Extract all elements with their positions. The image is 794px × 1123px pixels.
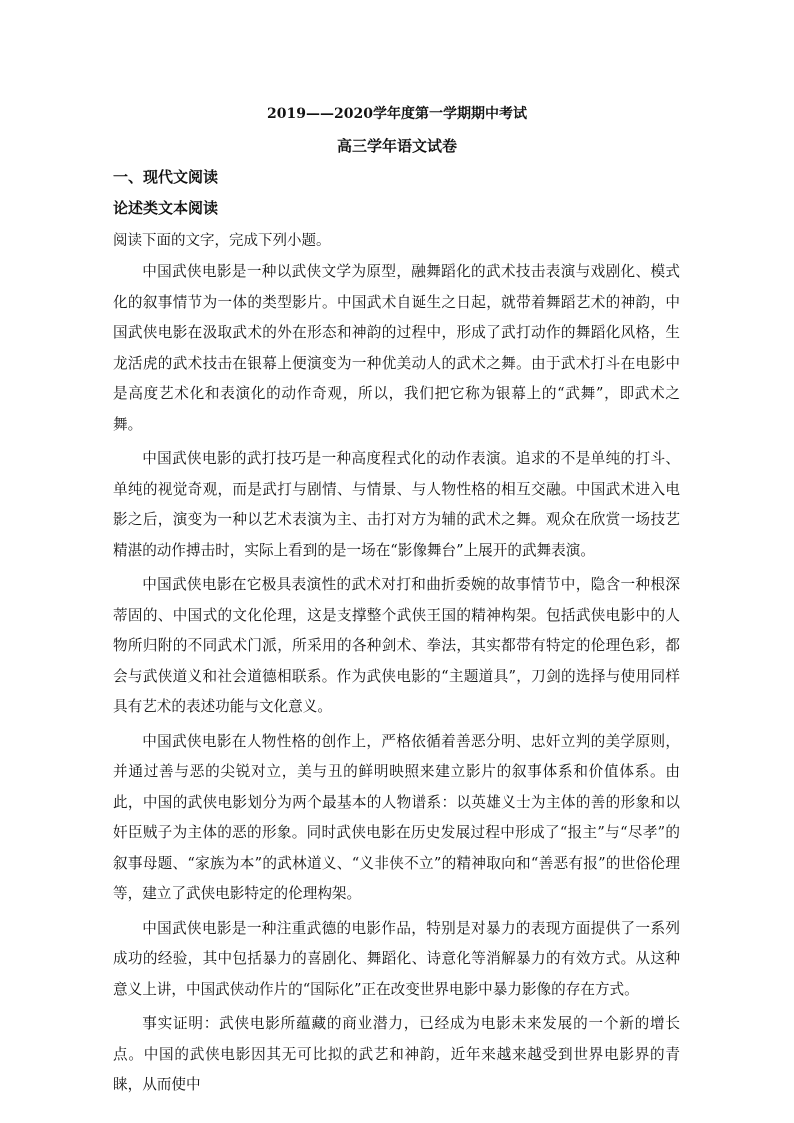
passage-paragraph-1: 中国武侠电影是一种以武侠文学为原型，融舞蹈化的武术技击表演与戏剧化、模式化的叙事情节为一体的类型影片。中国武术自诞生之日起，就带着舞蹈艺术的神韵，中国武侠电影在汲取武术的外在形态和神韵的过程中，形成了武打动作的舞蹈化风格，生龙活虎的武术技击在银幕上便演变为一种优美动人的武术之舞。由于武术打斗在电影中是高度艺术化和表演化的动作奇观，所以，我们把它称为银幕上的“武舞”，即武术之舞。 [113, 263, 680, 433]
passage-paragraph-5: 中国武侠电影是一种注重武德的电影作品，特别是对暴力的表现方面提供了一系列成功的经验，其中包括暴力的喜剧化、舞蹈化、诗意化等消解暴力的有效方式。从这种意义上讲，中国武侠动作片的“国际化”正在改变世界电影中暴力影像的存在方式。 [113, 919, 680, 998]
exam-title: 2019——2020学年度第一学期期中考试 [267, 106, 527, 122]
exam-subtitle: 高三学年语文试卷 [336, 137, 457, 155]
subsection-heading: 论述类文本阅读 [113, 199, 219, 217]
passage-paragraph-6: 事实证明：武侠电影所蕴藏的商业潜力，已经成为电影未来发展的一个新的增长点。中国的武侠电影因其无可比拟的武艺和神韵，近年来越来越受到世界电影界的青睐，从而使中 [113, 1015, 680, 1093]
reading-instruction: 阅读下面的文字，完成下列小题。 [113, 233, 331, 249]
passage-paragraph-3: 中国武侠电影在它极具表演性的武术对打和曲折委婉的故事情节中，隐含一种根深蒂固的、中国式的文化伦理，这是支撑整个武侠王国的精神构架。包括武侠电影中的人物所归附的不同武术门派，所采用的各种剑术、拳法，其实都带有特定的伦理色彩，都会与武侠道义和社会道德相联系。作为武侠电影的“主题道具”，刀剑的选择与使用同样具有艺术的表述功能与文化意义。 [113, 576, 680, 715]
section-heading: 一、现代文阅读 [113, 168, 219, 186]
passage-paragraph-4: 中国武侠电影在人物性格的创作上，严格依循着善恶分明、忠奸立判的美学原则，并通过善与恶的尖锐对立，美与丑的鲜明映照来建立影片的叙事体系和价值体系。由此，中国的武侠电影划分为两个最基本的人物谱系：以英雄义士为主体的善的形象和以奸臣贼子为主体的恶的形象。同时武侠电影在历史发展过程中形成了“报主”与“尽孝”的叙事母题、“家族为本”的武林道义、“义非侠不立”的精神取向和“善恶有报”的世俗伦理等，建立了武侠电影特定的伦理构架。 [113, 732, 680, 902]
passage-paragraph-2: 中国武侠电影的武打技巧是一种高度程式化的动作表演。追求的不是单纯的打斗、单纯的视觉奇观，而是武打与剧情、与情景、与人物性格的相互交融。中国武术进入电影之后，演变为一种以艺术表演为主、击打对方为辅的武术之舞。观众在欣赏一场技艺精湛的动作搏击时，实际上看到的是一场在“影像舞台”上展开的武舞表演。 [113, 450, 680, 559]
reading-passage [113, 257, 680, 1105]
